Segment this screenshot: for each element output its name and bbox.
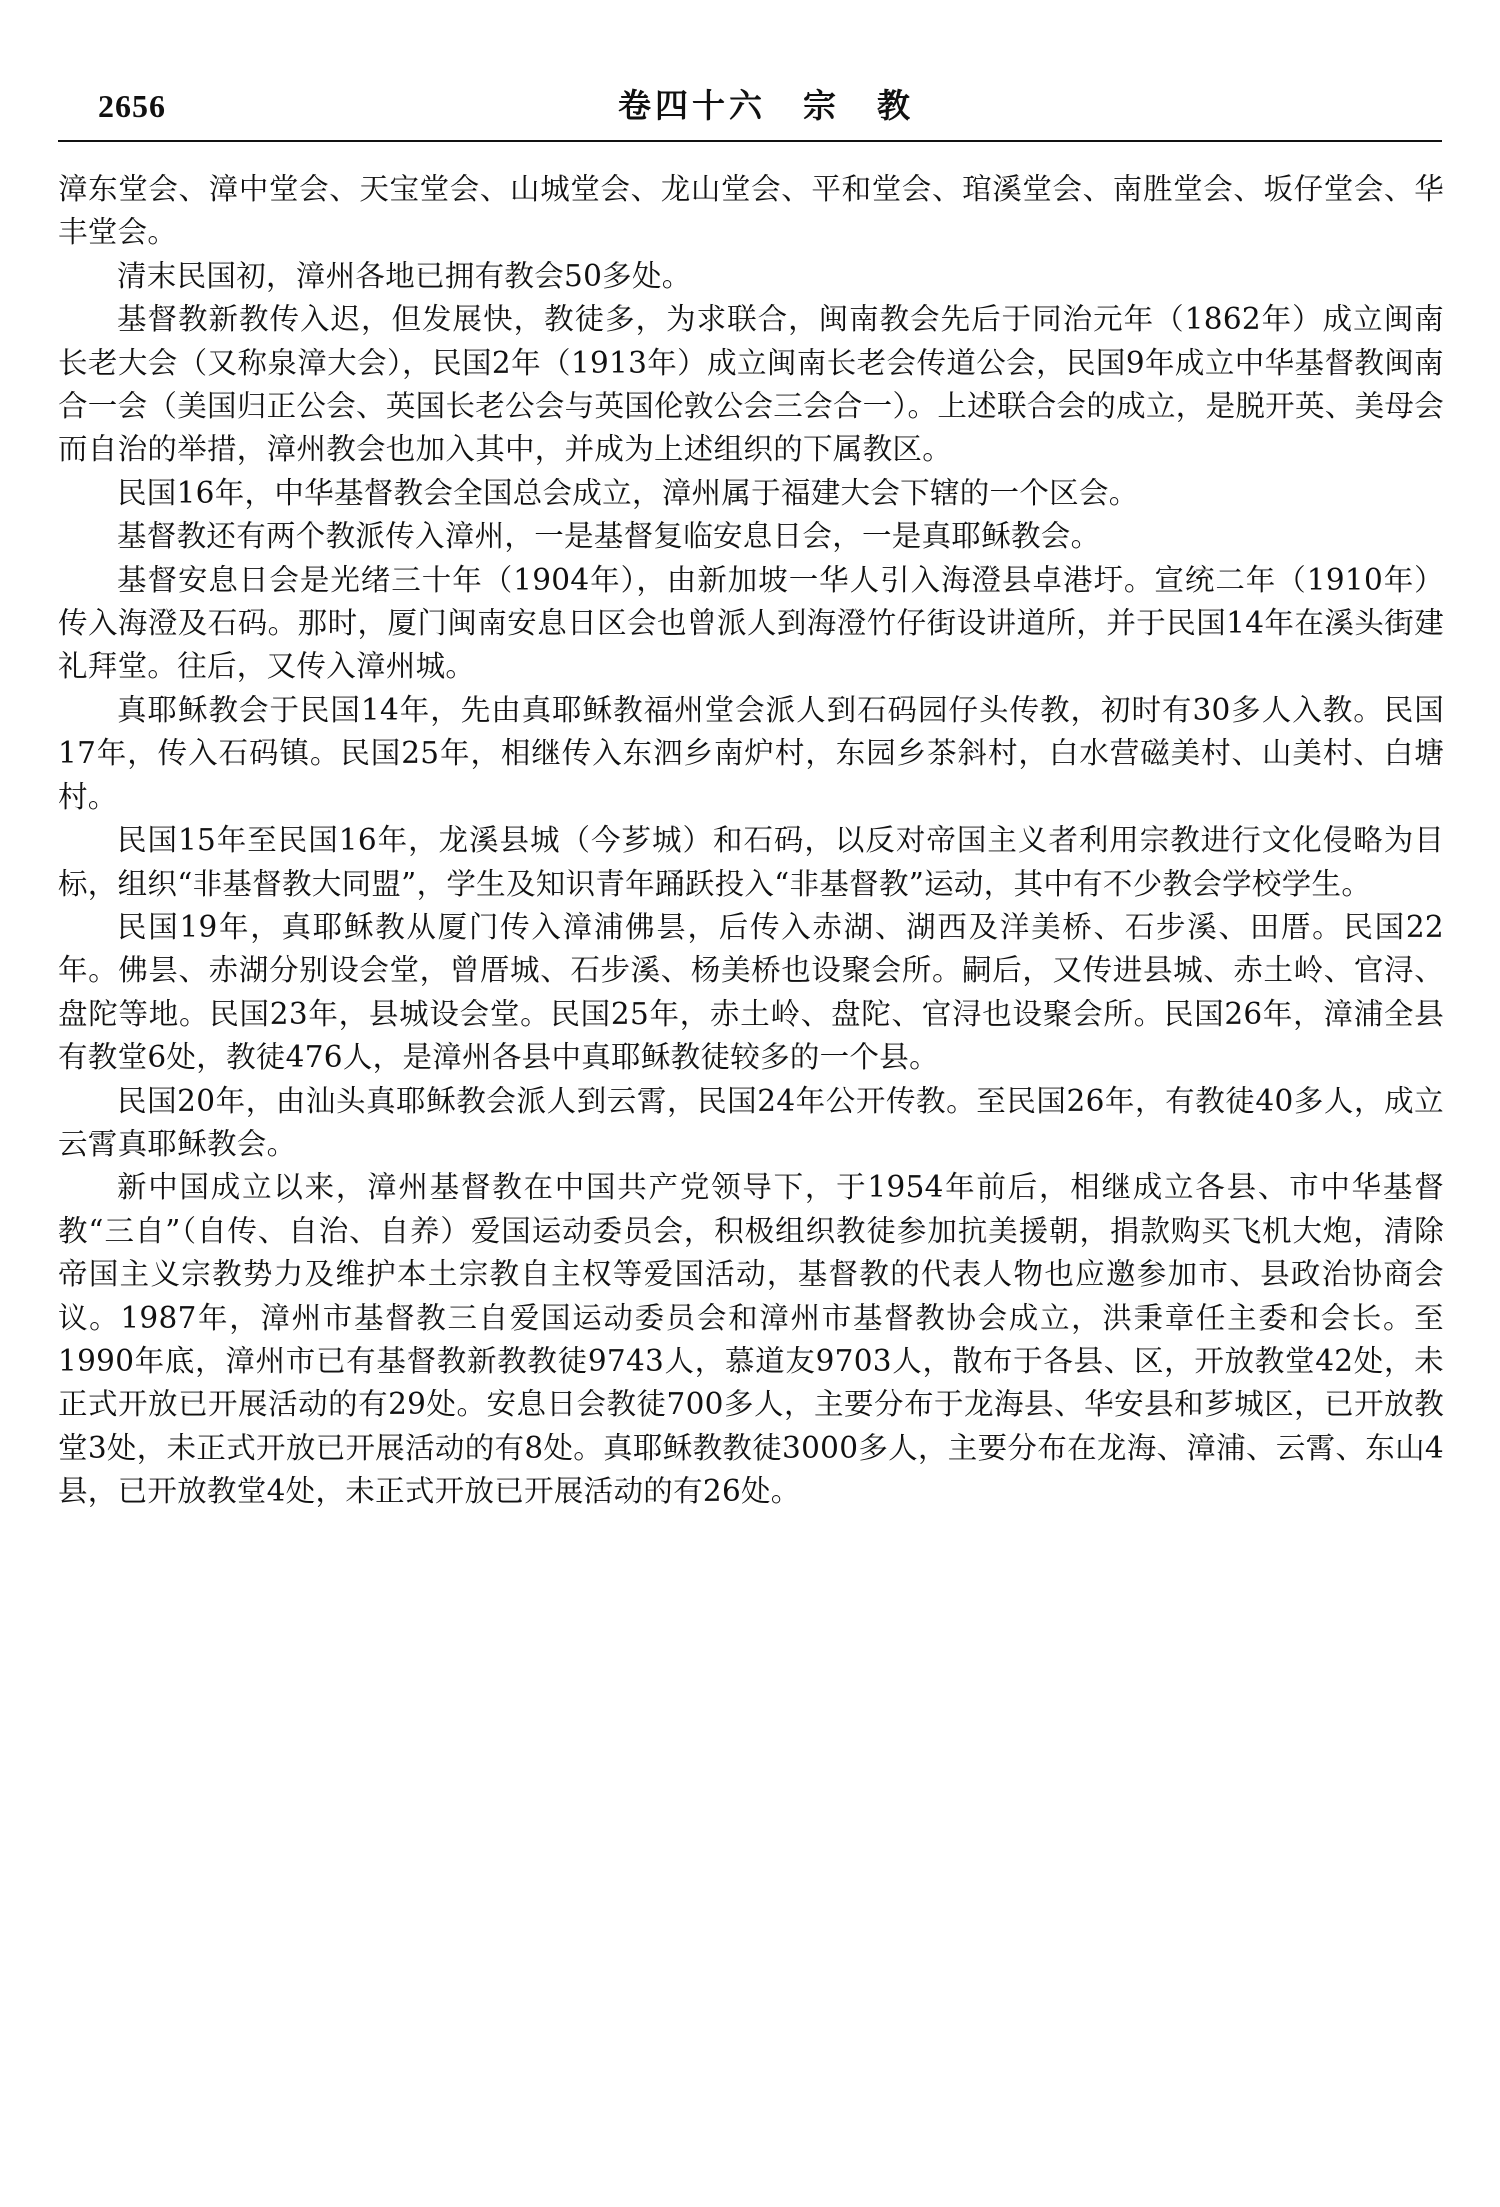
paragraph: 民国20年，由汕头真耶稣教会派人到云霄，民国24年公开传教。至民国26年，有教徒40多人，成立云霄真耶稣教会。 bbox=[58, 1083, 1444, 1161]
page-number: 2656 bbox=[98, 88, 166, 124]
paragraph: 民国15年至民国16年，龙溪县城（今芗城）和石码，以反对帝国主义者利用宗教进行文化侵略为目标，组织“非基督教大同盟”，学生及知识青年踊跃投入“非基督教”运动，其中有不少教会学校学生。 bbox=[58, 823, 1444, 901]
paragraph: 民国19年，真耶稣教从厦门传入漳浦佛昙，后传入赤湖、湖西及洋美桥、石步溪、田厝。民国22年。佛昙、赤湖分别设会堂，曾厝城、石步溪、杨美桥也设聚会所。嗣后，又传进县城、赤土岭、官浔、盘陀等地。民国23年，县城设会堂。民国25年，赤土岭、盘陀、官浔也设聚会所。民国26年，漳浦全县有教堂6处，教徒476人，是漳州各县中真耶稣教徒较多的一个县。 bbox=[58, 909, 1444, 1075]
header-rule bbox=[58, 140, 1442, 142]
paragraph: 民国16年，中华基督教会全国总会成立，漳州属于福建大会下辖的一个区会。 bbox=[117, 475, 1139, 510]
paragraph: 基督教还有两个教派传入漳州，一是基督复临安息日会，一是真耶稣教会。 bbox=[117, 519, 1101, 554]
paragraph: 基督安息日会是光绪三十年（1904年），由新加坡一华人引入海澄县卓港圩。宣统二年（1910年）传入海澄及石码。那时，厦门闽南安息日区会也曾派人到海澄竹仔街设讲道所，并于民国14年在溪头街建礼拜堂。往后，又传入漳州城。 bbox=[58, 562, 1444, 684]
page-header bbox=[58, 86, 1442, 136]
paragraph: 新中国成立以来，漳州基督教在中国共产党领导下，于1954年前后，相继成立各县、市中华基督教“三自”（自传、自治、自养）爱国运动委员会，积极组织教徒参加抗美援朝，捐款购买飞机大炮，清除帝国主义宗教势力及维护本土宗教自主权等爱国活动，基督教的代表人物也应邀参加市、县政治协商会议。1987年，漳州市基督教三自爱国运动委员会和漳州市基督教协会成立，洪秉章任主委和会长。至1990年底，漳州市已有基督教新教教徒9743人，慕道友9703人，散布于各县、区，开放教堂42处，未正式开放已开展活动的有29处。安息日会教徒700多人，主要分布于龙海县、华安县和芗城区，已开放教堂3处，未正式开放已开展活动的有8处。真耶稣教教徒3000多人，主要分布在龙海、漳浦、云霄、东山4县，已开放教堂4处，未正式开放已开展活动的有26处。 bbox=[58, 1170, 1444, 1509]
paragraph: 真耶稣教会于民国14年，先由真耶稣教福州堂会派人到石码园仔头传教，初时有30多人入教。民国17年，传入石码镇。民国25年，相继传入东泗乡南炉村，东园乡茶斜村，白水营磁美村、山美村、白塘村。 bbox=[58, 692, 1444, 814]
paragraph: 清末民国初，漳州各地已拥有教会50多处。 bbox=[117, 258, 692, 293]
paragraph-continuation: 漳东堂会、漳中堂会、天宝堂会、山城堂会、龙山堂会、平和堂会、琯溪堂会、南胜堂会、坂仔堂会、华丰堂会。 bbox=[58, 172, 1444, 250]
running-title: 卷四十六 宗 教 bbox=[618, 86, 914, 125]
paragraph: 基督教新教传入迟，但发展快，教徒多，为求联合，闽南教会先后于同治元年（1862年）成立闽南长老大会（又称泉漳大会），民国2年（1913年）成立闽南长老会传道公会，民国9年成立中华基督教闽南合一会（美国归正公会、英国长老公会与英国伦敦公会三会合一）。上述联合会的成立，是脱开英、美母会而自治的举措，漳州教会也加入其中，并成为上述组织的下属教区。 bbox=[58, 302, 1444, 467]
body-text bbox=[58, 168, 1444, 1514]
